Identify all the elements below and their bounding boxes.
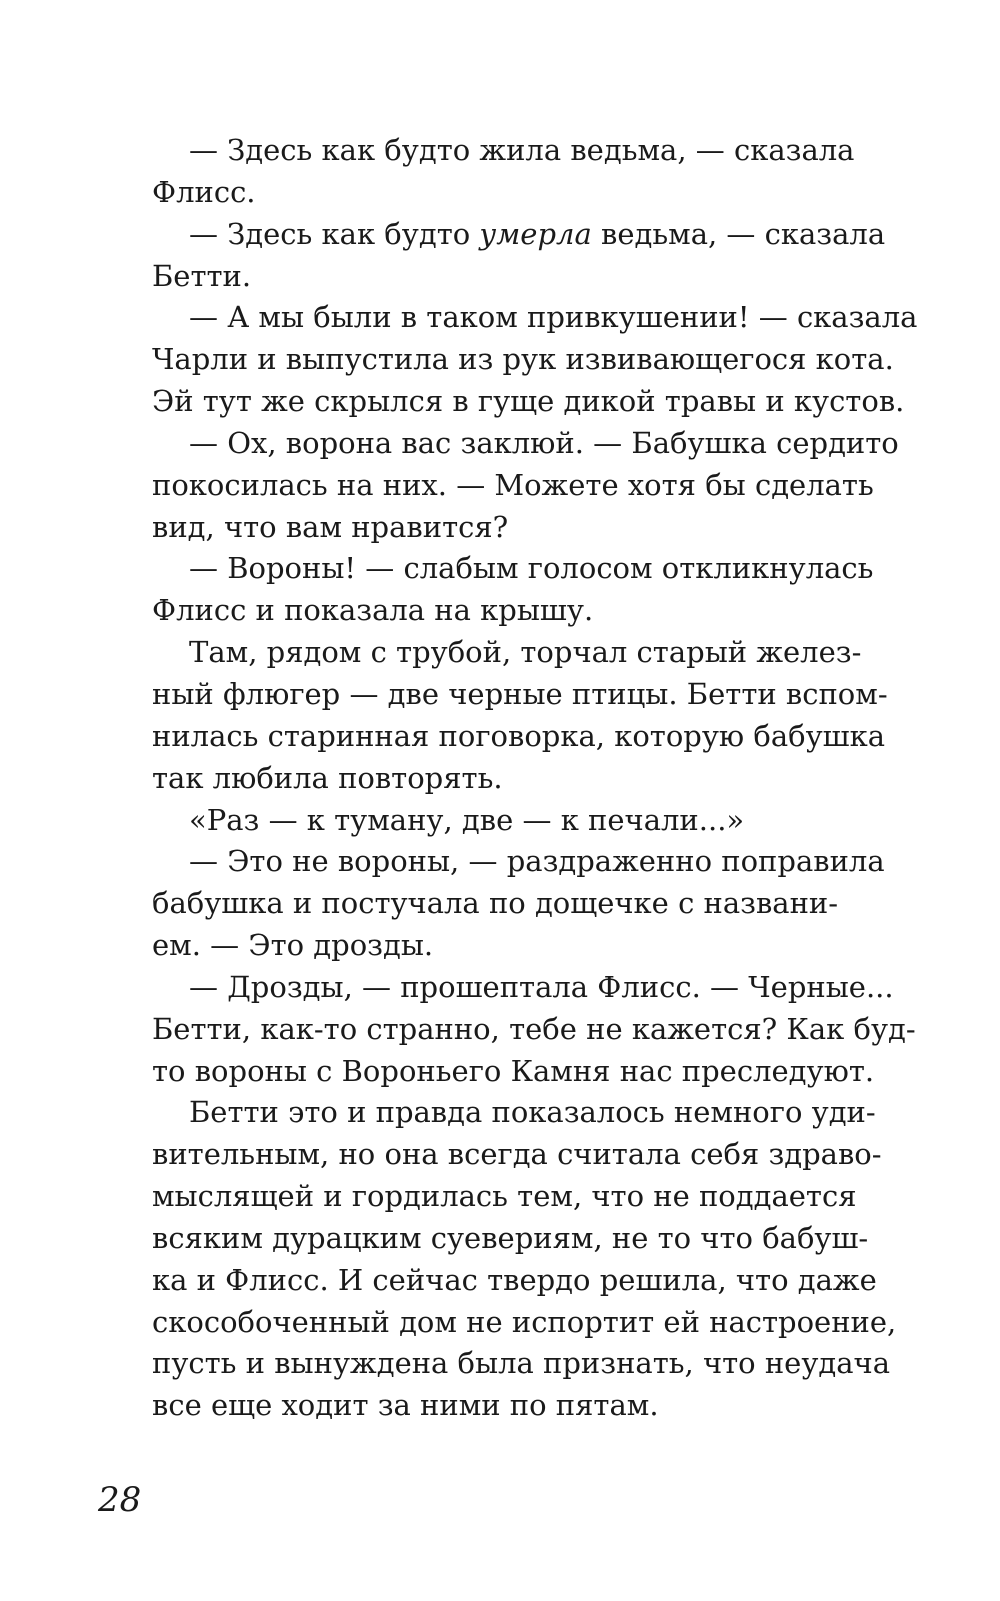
text-line: Бетти, как-то странно, тебе не кажется? Как буд-: [152, 1011, 916, 1046]
text-line: Флисс.: [152, 174, 256, 209]
text-line: — А мы были в таком привкушении! — сказала: [189, 300, 918, 335]
paragraph: [152, 423, 899, 549]
text-line: Там, рядом с трубой, торчал старый желез-: [189, 635, 862, 670]
text-line: всяким дурацким суевериям, не то что бабуш-: [152, 1220, 869, 1255]
paragraph: [152, 967, 916, 1093]
text-line: так любила повторять.: [152, 760, 503, 795]
body-text: [152, 130, 918, 1427]
text-line: — Это не вороны, — раздраженно поправила: [189, 844, 885, 879]
text-line: бабушка и постучала по дощечке с названи-: [152, 886, 839, 921]
paragraph: [152, 130, 855, 214]
paragraph: [152, 841, 885, 967]
text-line: Бетти это и правда показалось немного уди-: [189, 1095, 876, 1130]
paragraph: [152, 548, 874, 632]
text-line: ный флюгер — две черные птицы. Бетти вспом-: [152, 676, 888, 711]
text-line: Флисс и показала на крышу.: [152, 593, 594, 628]
text-line: — Дрозды, — прошептала Флисс. — Черные...: [189, 969, 894, 1004]
text-line: покосилась на них. — Можете хотя бы сделать: [152, 467, 874, 502]
text-line: «Раз — к туману, две — к печали...»: [189, 802, 745, 837]
text-line: ка и Флисс. И сейчас твердо решила, что даже: [152, 1262, 877, 1297]
paragraph: [152, 214, 886, 298]
text-line: вительным, но она всегда считала себя здраво-: [152, 1137, 882, 1172]
text-line: — Ох, ворона вас заклюй. — Бабушка сердито: [189, 425, 899, 460]
paragraph: [152, 800, 823, 842]
text-line: — Вороны! — слабым голосом откликнулась: [189, 551, 874, 586]
text-line: пусть и вынуждена была признать, что неудача: [152, 1346, 891, 1381]
text-line: ем. — Это дрозды.: [152, 928, 434, 963]
text-line: — Здесь как будто умерла ведьма, — сказала: [189, 216, 886, 251]
text-line: Чарли и выпустила из рук извивающегося кота.: [152, 342, 894, 377]
text-line: Бетти.: [152, 258, 252, 293]
text-line: Эй тут же скрылся в гуще дикой травы и кустов.: [152, 384, 905, 419]
text-line: нилась старинная поговорка, которую бабушка: [152, 718, 886, 753]
text-line: мыслящей и гордилась тем, что не поддается: [152, 1179, 857, 1214]
paragraph: [152, 297, 918, 423]
text-line: — Здесь как будто жила ведьма, — сказала: [189, 133, 855, 167]
emphasis: умерла: [479, 216, 592, 251]
page-number: 28: [98, 1480, 142, 1520]
text-line: вид, что вам нравится?: [152, 509, 509, 544]
text-line: скособоченный дом не испортит ей настроение,: [152, 1304, 897, 1339]
text-line: все еще ходит за ними по пятам.: [152, 1388, 659, 1423]
paragraph: [152, 1092, 897, 1427]
text-line: то вороны с Вороньего Камня нас преследуют.: [152, 1053, 875, 1088]
paragraph: [152, 632, 888, 799]
